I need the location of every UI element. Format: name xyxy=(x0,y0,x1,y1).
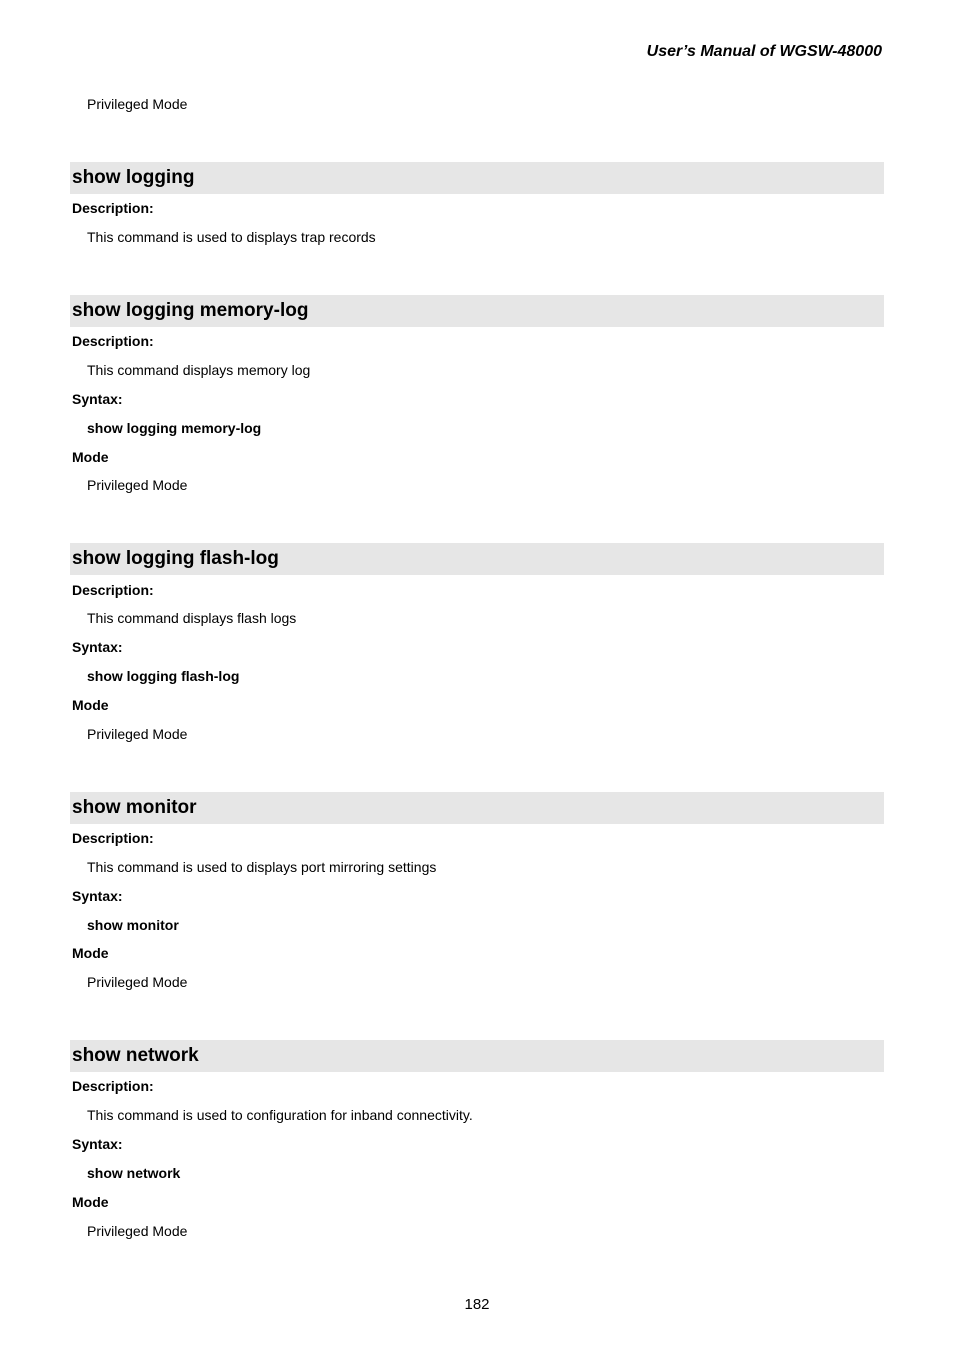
section-show-logging-memory-log xyxy=(70,295,884,495)
section-title: show network xyxy=(70,1040,884,1072)
section-title: show logging memory-log xyxy=(70,295,884,327)
mode-label: Mode xyxy=(72,945,109,961)
description-text: This command displays memory log xyxy=(87,362,311,378)
page-header-title: User’s Manual of WGSW-48000 xyxy=(646,43,882,60)
syntax-label: Syntax: xyxy=(72,888,123,904)
section-title: show logging flash-log xyxy=(70,543,884,575)
syntax-label: Syntax: xyxy=(72,391,123,407)
section-title: show monitor xyxy=(70,792,884,824)
description-label: Description: xyxy=(72,200,154,216)
syntax-label: Syntax: xyxy=(72,639,123,655)
section-show-network xyxy=(70,1040,884,1240)
syntax-command: show logging memory-log xyxy=(87,420,262,436)
section-show-monitor xyxy=(70,792,884,992)
syntax-label: Syntax: xyxy=(72,1136,123,1152)
description-text: This command is used to displays trap records xyxy=(87,229,376,245)
mode-value: Privileged Mode xyxy=(87,1223,188,1239)
mode-value: Privileged Mode xyxy=(87,974,188,990)
intro-mode-value: Privileged Mode xyxy=(87,96,188,112)
description-label: Description: xyxy=(72,333,154,349)
syntax-command: show monitor xyxy=(87,917,179,933)
mode-value: Privileged Mode xyxy=(87,477,188,493)
mode-label: Mode xyxy=(72,449,109,465)
mode-label: Mode xyxy=(72,697,109,713)
mode-value: Privileged Mode xyxy=(87,726,188,742)
description-label: Description: xyxy=(72,830,154,846)
description-label: Description: xyxy=(72,1078,154,1094)
description-text: This command displays flash logs xyxy=(87,610,297,626)
syntax-command: show network xyxy=(87,1165,181,1181)
mode-label: Mode xyxy=(72,1194,109,1210)
description-text: This command is used to displays port mirroring settings xyxy=(87,859,437,875)
section-title: show logging xyxy=(70,162,884,194)
syntax-command: show logging flash-log xyxy=(87,668,240,684)
description-label: Description: xyxy=(72,582,154,598)
section-show-logging-flash-log xyxy=(70,543,884,743)
section-show-logging xyxy=(70,162,884,252)
page-number: 182 xyxy=(464,1296,490,1313)
description-text: This command is used to configuration for inband connectivity. xyxy=(87,1107,473,1123)
